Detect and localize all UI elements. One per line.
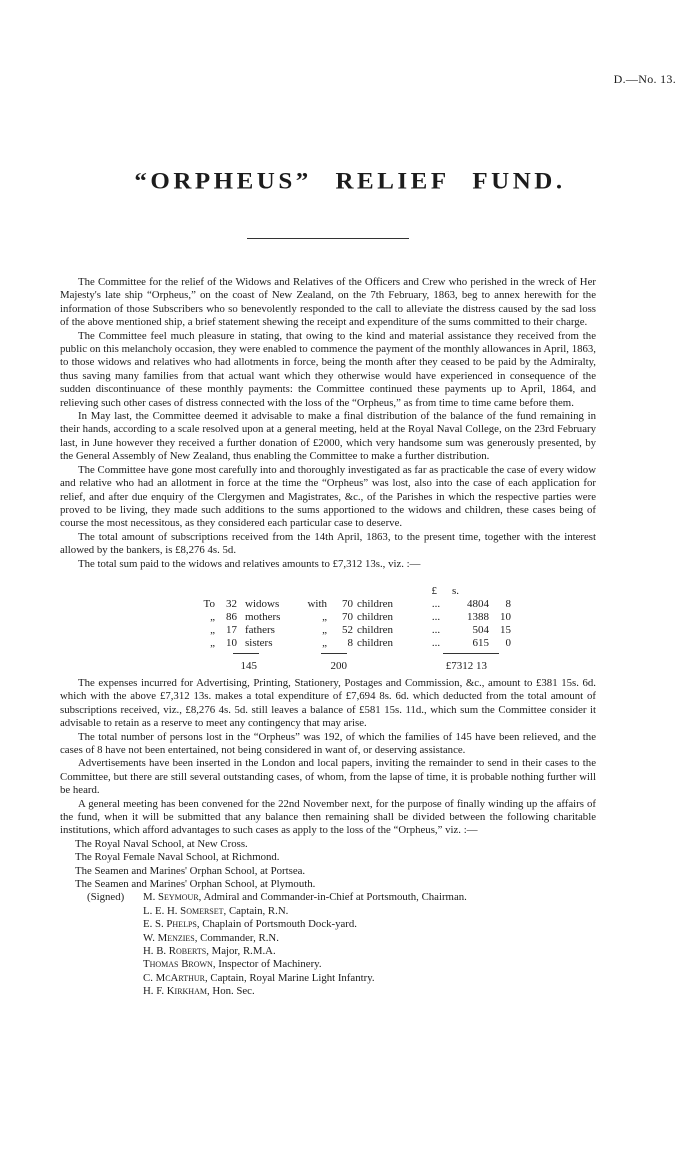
row-prefix: To [203,597,215,610]
signatory-name: H. F. Kirkham, [143,985,210,998]
row-children-count: 52 [342,623,353,636]
signatory-name: L. E. H. Somerset, [143,904,227,917]
row-relation: sisters [245,636,273,649]
document-body [60,276,596,999]
row-children-label: children [357,636,394,649]
signed-label: (Signed) [87,891,125,904]
signatory [143,945,467,958]
table-row [177,637,596,650]
paragraph-subscriptions: The total amount of subscriptions received from the 14th April, 1863, to the present time, together with the interest allowed by the bankers, is £8,276 4s. 5d. [60,530,596,557]
shillings-header: s. [451,584,459,597]
row-pounds: 1388 [467,610,489,623]
signatory-name: H. B. Roberts, [143,945,209,958]
paragraph-investigation: The Committee have gone most carefully into and thoroughly investigated as far as practicable the case of every widow and relative who had an allotment in force at the time the “Orpheus” was lost, also into the case of each application for relief, and after due enquiry of the Clergymen and Magistrates, &c., of the Parishes in which the respective parties were proved to be living, they made such additions to the sums apportioned to the widows and children, these cases being of course the most necessitous, as they considered each particular case to deserve. [60,463,596,530]
signatory-name: E. S. Phelps, [143,918,200,931]
row-count: 32 [226,597,237,610]
signatory-title: Captain, R.N. [228,904,289,917]
payments-table [177,585,596,673]
list-item: The Royal Female Naval School, at Richmond. [75,851,280,864]
signatory [143,932,467,945]
document-number: D.—No. 13. [613,72,676,86]
row-with: „ [322,610,327,623]
total-persons: 145 [240,659,257,672]
page-title: “ORPHEUS” RELIEF FUND. [134,169,566,194]
paragraph-intro: The Committee for the relief of the Widows and Relatives of the Officers and Crew who perished in the wreck of Her Majesty's late ship “Orpheus,” on the coast of New Zealand, on the 7th February, 1863, beg to annex herewith for the information of those Subscribers who so benevolently responded to the call to alleviate the distress caused by the sad loss of the above mentioned ship, a brief statement shewing the receipt and expenditure of the sums committed to their charge. [60,276,596,329]
row-dots: ... [431,623,441,636]
institutions-list [75,838,596,892]
table-row [177,611,596,624]
signatory-name: M. Seymour, [143,891,202,904]
signatory-title: Commander, R.N. [200,931,279,944]
row-dots: ... [431,636,441,649]
row-prefix: „ [210,636,215,649]
signatory-name: Thomas Brown, [143,958,216,971]
row-children-count: 70 [342,610,353,623]
signatory-title: Major, R.M.A. [211,945,276,958]
list-item: The Royal Naval School, at New Cross. [75,837,248,850]
paragraph-allowances: The Committee feel much pleasure in stating, that owing to the kind and material assistance they received from the public on this melancholy occasion, they were enabled to commence the payment of the monthly allowances in April, 1863, to those widows and relatives who had allotments in force, being the month after they ceased to be paid by the Admiralty, thus saving many families from that actual want which they otherwise would have experienced in consequence of the sudden discontinuance of these monthly payments: the Committee continued these payments up to April, 1864, and relieving such other cases of distress connected with the loss of the “Orpheus,” as from time to time came before them. [60,329,596,409]
row-pounds: 504 [472,623,489,636]
row-dots: ... [431,610,441,623]
signatory-title: Chaplain of Portsmouth Dock-yard. [202,918,357,931]
row-pounds: 615 [472,636,489,649]
row-relation: fathers [245,623,275,636]
row-relation: widows [245,597,280,610]
row-children-label: children [357,597,394,610]
list-item: The Seamen and Marines' Orphan School, at Plymouth. [75,878,316,891]
row-with: with [307,597,327,610]
paragraph-distribution: In May last, the Committee deemed it advisable to make a final distribution of the balance of the fund remaining in their hands, according to a scale resolved upon at a general meeting, held at the Royal Naval College, on the 23rd February last, in June however they received a further donation of £2000, which very handsome sum was generously presented, by the General Assembly of New Zealand, thus enabling the Committee to make a further distribution. [60,410,596,463]
signatories-list [143,891,467,998]
table-row [177,598,596,611]
signatory-name: C. McArthur, [143,971,208,984]
row-shillings: 8 [505,597,511,610]
paragraph-general-meeting: A general meeting has been convened for the 22nd November next, for the purpose of finally winding up the affairs of the fund, when it will be submitted that any balance then remaining shall be divided between the following charitable institutions, which afford advantages to such cases as apply to the loss of the “Orpheus,” viz. :— [60,797,596,837]
total-children: 200 [330,659,347,672]
row-relation: mothers [245,610,281,623]
total-amount: £7312 13 [445,659,487,672]
row-dots: ... [431,597,441,610]
paragraph-advertisements: Advertisements have been inserted in the London and local papers, inviting the remainder to send in their cases to the Committee, but there are still several outstanding cases, of whom, from the lapse of time, it is probable nothing further will be heard. [60,757,596,797]
paragraph-persons-lost: The total number of persons lost in the “Orpheus” was 192, of which the families of 145 have been relieved, and the cases of 8 have not been entertained, not being considered in want of, or deserving assistance. [60,730,596,756]
row-prefix: „ [210,610,215,623]
row-prefix: „ [210,623,215,636]
signatory-title: Captain, Royal Marine Light Infantry. [210,971,375,984]
row-children-label: children [357,610,394,623]
signatory-title: Inspector of Machinery. [218,958,322,971]
row-with: „ [322,636,327,649]
paragraph-expenses: The expenses incurred for Advertising, Printing, Stationery, Postages and Commission, &c., amount to £381 15s. 6d. which with the above £7,312 13s. makes a total expenditure of £7,694 8s. 6d. which deducted from the total amount of subscriptions received, viz., £8,276 4s. 5d. still leaves a balance of £581 15s. 11d., which sum the Committee consider it advisable to retain as a reserve to meet any contingency that may arise. [60,676,596,730]
signatory-title: Hon. Sec. [212,985,255,998]
row-shillings: 15 [500,623,511,636]
row-shillings: 0 [505,636,511,649]
table-total-row [177,660,596,673]
signatory-title: Admiral and Commander-in-Chief at Portsmouth, Chairman. [203,891,467,904]
title-divider [247,238,409,239]
list-item: The Seamen and Marines' Orphan School, at Portsea. [75,864,306,877]
signatory [143,905,467,918]
signatory [143,958,467,971]
row-count: 86 [226,610,237,623]
signatory [143,985,467,998]
pounds-header: £ [431,584,437,597]
row-count: 17 [226,623,237,636]
row-pounds: 4804 [467,597,489,610]
row-children-label: children [357,623,394,636]
row-count: 10 [226,636,237,649]
table-header [177,585,596,598]
row-children-count: 70 [342,597,353,610]
signatory [143,891,467,904]
signatory [143,918,467,931]
row-children-count: 8 [347,636,353,649]
paragraph-total-paid: The total sum paid to the widows and relatives amounts to £7,312 13s., viz. :— [78,557,421,570]
table-total-rules [177,650,596,658]
table-row [177,624,596,637]
signatory-name: W. Menzies, [143,931,198,944]
signatory [143,972,467,985]
row-shillings: 10 [500,610,511,623]
row-with: „ [322,623,327,636]
signatures-block [87,891,596,998]
